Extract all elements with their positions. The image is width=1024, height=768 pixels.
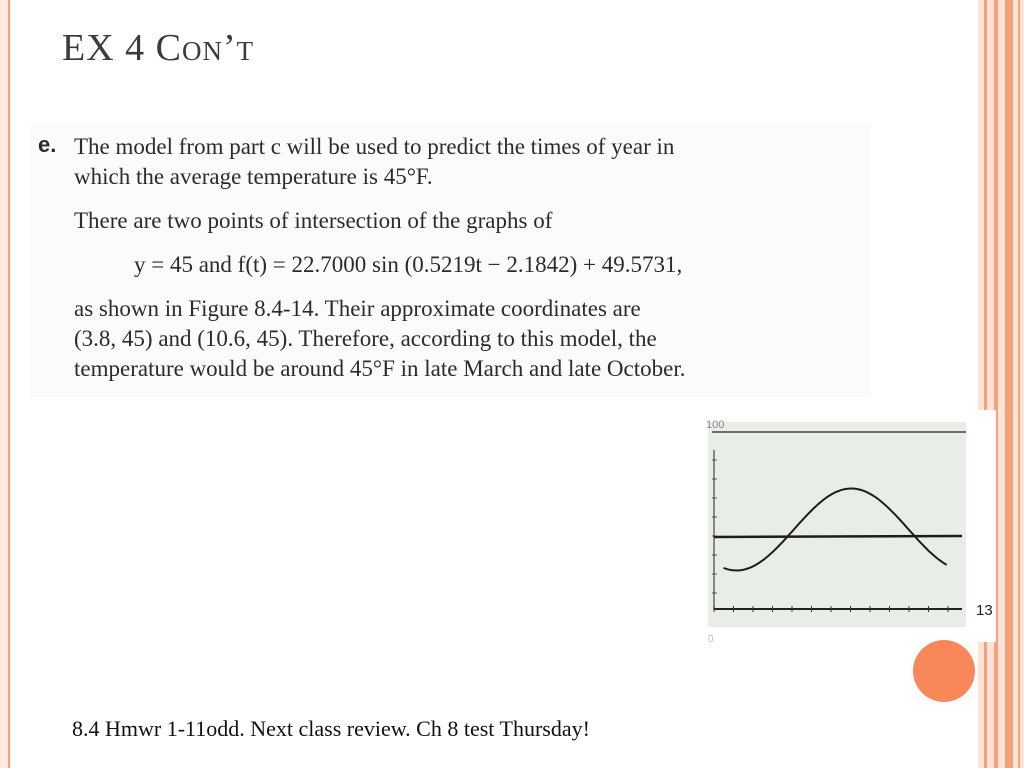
title-text: EX 4 C — [62, 27, 182, 69]
text-line: as shown in Figure 8.4-14. Their approximate coordinates are — [74, 296, 641, 321]
text-line: (3.8, 45) and (10.6, 45). Therefore, according to this model, the — [74, 326, 657, 351]
title-smallcaps: T — [236, 36, 255, 66]
calculator-graph-image — [700, 410, 996, 642]
line-y-45 — [714, 536, 962, 537]
y-max-label: 100 — [706, 419, 725, 431]
footer-note: 8.4 Hmwr 1-11odd. Next class review. Ch 8 test Thursday! — [72, 716, 590, 741]
title-apostrophe: ’ — [223, 27, 237, 69]
text-line: which the average temperature is 45°F. — [74, 164, 433, 189]
part-label: e. — [38, 132, 57, 157]
text-line: There are two points of intersection of the graphs of — [74, 208, 553, 233]
slide-title — [62, 26, 254, 70]
right-stripe — [994, 0, 998, 768]
decorative-circle — [913, 640, 975, 702]
text-line: The model from part c will be used to predict the times of year in — [74, 134, 675, 159]
right-stripe — [984, 0, 987, 768]
right-stripe — [1005, 0, 1013, 768]
sine-curve — [724, 489, 947, 571]
x-max-label: 13 — [976, 602, 993, 619]
title-smallcaps: ON — [182, 36, 223, 66]
right-stripe — [1018, 0, 1020, 768]
y-min-label: 0 — [708, 634, 714, 642]
text-line: temperature would be around 45°F in late March and late October. — [74, 356, 686, 381]
left-frame-line — [8, 0, 10, 768]
scanned-textbook-excerpt — [30, 122, 870, 397]
graph-svg — [700, 410, 996, 642]
left-frame-fill — [0, 0, 8, 768]
equation: y = 45 and f(t) = 22.7000 sin (0.5219t − 2.1842) + 49.5731, — [134, 252, 683, 277]
